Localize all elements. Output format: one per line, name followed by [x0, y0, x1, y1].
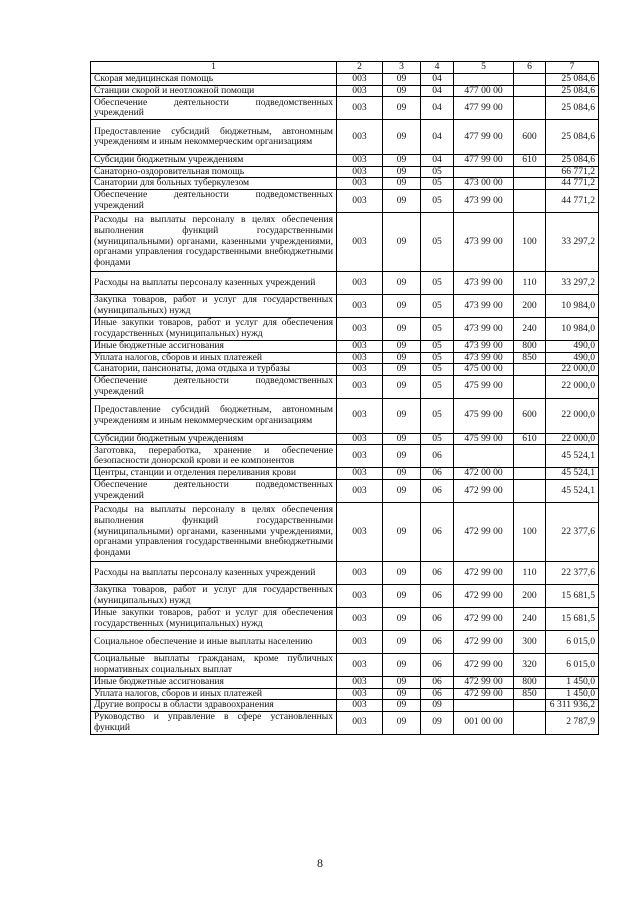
code-admin-cell: 003 — [337, 445, 383, 468]
row-name-cell: Руководство и управление в сфере установленных функций — [91, 711, 337, 734]
table-row — [91, 155, 599, 167]
amount-cell: 25 084,6 — [546, 120, 599, 155]
code-admin-cell: 003 — [337, 468, 383, 480]
code-subsection-cell: 06 — [421, 502, 454, 561]
amount-cell: 22 000,0 — [546, 433, 599, 445]
code-section-cell: 09 — [383, 155, 421, 167]
row-name-cell: Социальное обеспечение и иные выплаты населению — [91, 630, 337, 653]
table-row — [91, 468, 599, 480]
table-row — [91, 74, 599, 86]
table-row — [91, 607, 599, 630]
code-subsection-cell: 05 — [421, 352, 454, 364]
code-target-cell — [454, 700, 514, 712]
row-name-cell: Предоставление субсидий бюджетным, автономным учреждениям и иным некоммерческим организациям — [91, 120, 337, 155]
code-subsection-cell: 06 — [421, 584, 454, 607]
code-admin-cell: 003 — [337, 584, 383, 607]
code-admin-cell: 003 — [337, 653, 383, 676]
row-name-cell: Расходы на выплаты персоналу казенных учреждений — [91, 271, 337, 294]
code-admin-cell: 003 — [337, 189, 383, 212]
code-expense-type-cell — [514, 711, 546, 734]
code-target-cell: 472 99 00 — [454, 561, 514, 584]
amount-cell: 33 297,2 — [546, 271, 599, 294]
table-row — [91, 445, 599, 468]
header-cell: 1 — [91, 62, 337, 74]
table-row — [91, 375, 599, 398]
row-name-cell: Иные закупки товаров, работ и услуг для обеспечения государственных (муниципальных) нужд — [91, 607, 337, 630]
code-target-cell: 473 99 00 — [454, 352, 514, 364]
code-section-cell: 09 — [383, 711, 421, 734]
code-expense-type-cell — [514, 189, 546, 212]
row-name-cell: Субсидии бюджетным учреждениям — [91, 433, 337, 445]
code-expense-type-cell: 100 — [514, 502, 546, 561]
code-subsection-cell: 09 — [421, 700, 454, 712]
code-admin-cell: 003 — [337, 502, 383, 561]
table-row — [91, 364, 599, 376]
code-subsection-cell: 06 — [421, 445, 454, 468]
code-section-cell: 09 — [383, 502, 421, 561]
code-expense-type-cell: 600 — [514, 398, 546, 433]
code-expense-type-cell: 800 — [514, 340, 546, 352]
code-section-cell: 09 — [383, 166, 421, 178]
code-admin-cell: 003 — [337, 352, 383, 364]
amount-cell: 44 771,2 — [546, 189, 599, 212]
row-name-cell: Закупка товаров, работ и услуг для государственных (муниципальных) нужд — [91, 584, 337, 607]
amount-cell: 6 311 936,2 — [546, 700, 599, 712]
code-subsection-cell: 06 — [421, 676, 454, 688]
code-subsection-cell: 05 — [421, 271, 454, 294]
code-subsection-cell: 05 — [421, 178, 454, 190]
amount-cell: 45 524,1 — [546, 445, 599, 468]
header-cell: 2 — [337, 62, 383, 74]
code-section-cell: 09 — [383, 74, 421, 86]
table-row — [91, 85, 599, 97]
table-row — [91, 502, 599, 561]
code-target-cell: 477 99 00 — [454, 120, 514, 155]
amount-cell: 22 377,6 — [546, 502, 599, 561]
code-expense-type-cell — [514, 445, 546, 468]
table-row — [91, 676, 599, 688]
row-name-cell: Санатории, пансионаты, дома отдыха и турбазы — [91, 364, 337, 376]
amount-cell: 15 681,5 — [546, 584, 599, 607]
code-section-cell: 09 — [383, 212, 421, 271]
code-subsection-cell: 04 — [421, 155, 454, 167]
code-section-cell: 09 — [383, 584, 421, 607]
row-name-cell: Иные закупки товаров, работ и услуг для обеспечения государственных (муниципальных) нужд — [91, 317, 337, 340]
code-target-cell: 473 99 00 — [454, 294, 514, 317]
header-cell: 6 — [514, 62, 546, 74]
table-row — [91, 166, 599, 178]
amount-cell: 22 000,0 — [546, 398, 599, 433]
code-admin-cell: 003 — [337, 711, 383, 734]
table-row — [91, 584, 599, 607]
code-admin-cell: 003 — [337, 85, 383, 97]
code-expense-type-cell: 610 — [514, 155, 546, 167]
code-target-cell: 472 99 00 — [454, 676, 514, 688]
code-subsection-cell: 05 — [421, 340, 454, 352]
table-row — [91, 561, 599, 584]
code-subsection-cell: 05 — [421, 317, 454, 340]
amount-cell: 1 450,0 — [546, 676, 599, 688]
code-subsection-cell: 06 — [421, 688, 454, 700]
amount-cell: 15 681,5 — [546, 607, 599, 630]
code-target-cell: 475 00 00 — [454, 364, 514, 376]
amount-cell: 25 084,6 — [546, 97, 599, 120]
header-cell: 3 — [383, 62, 421, 74]
code-expense-type-cell — [514, 468, 546, 480]
code-section-cell: 09 — [383, 398, 421, 433]
code-subsection-cell: 05 — [421, 398, 454, 433]
code-target-cell — [454, 445, 514, 468]
amount-cell: 2 787,9 — [546, 711, 599, 734]
code-section-cell: 09 — [383, 445, 421, 468]
table-row — [91, 178, 599, 190]
code-target-cell: 473 99 00 — [454, 189, 514, 212]
code-section-cell: 09 — [383, 688, 421, 700]
code-target-cell — [454, 166, 514, 178]
code-expense-type-cell: 600 — [514, 120, 546, 155]
code-subsection-cell: 05 — [421, 212, 454, 271]
page-number: 8 — [317, 856, 323, 870]
row-name-cell: Уплата налогов, сборов и иных платежей — [91, 688, 337, 700]
row-name-cell: Обеспечение деятельности подведомственных учреждений — [91, 189, 337, 212]
code-expense-type-cell — [514, 700, 546, 712]
code-admin-cell: 003 — [337, 271, 383, 294]
code-admin-cell: 003 — [337, 178, 383, 190]
table-row — [91, 700, 599, 712]
code-section-cell: 09 — [383, 294, 421, 317]
row-name-cell: Расходы на выплаты персоналу в целях обеспечения выполнения функций государственными (муниципальными) органами, казенными учреждениями, органами управления государственными внебюджетными фондами — [91, 212, 337, 271]
code-section-cell: 09 — [383, 189, 421, 212]
code-expense-type-cell — [514, 178, 546, 190]
amount-cell: 6 015,0 — [546, 630, 599, 653]
code-subsection-cell: 05 — [421, 375, 454, 398]
row-name-cell: Закупка товаров, работ и услуг для государственных (муниципальных) нужд — [91, 294, 337, 317]
code-section-cell: 09 — [383, 630, 421, 653]
code-expense-type-cell: 240 — [514, 607, 546, 630]
code-expense-type-cell: 320 — [514, 653, 546, 676]
code-admin-cell: 003 — [337, 700, 383, 712]
code-admin-cell: 003 — [337, 166, 383, 178]
amount-cell: 25 084,6 — [546, 85, 599, 97]
code-target-cell: 475 99 00 — [454, 433, 514, 445]
code-expense-type-cell: 110 — [514, 561, 546, 584]
code-expense-type-cell: 110 — [514, 271, 546, 294]
code-target-cell: 473 99 00 — [454, 271, 514, 294]
code-target-cell: 472 99 00 — [454, 479, 514, 502]
code-expense-type-cell: 850 — [514, 688, 546, 700]
code-expense-type-cell: 300 — [514, 630, 546, 653]
code-subsection-cell: 06 — [421, 607, 454, 630]
code-admin-cell: 003 — [337, 155, 383, 167]
code-admin-cell: 003 — [337, 479, 383, 502]
amount-cell: 1 450,0 — [546, 688, 599, 700]
row-name-cell: Иные бюджетные ассигнования — [91, 676, 337, 688]
code-section-cell: 09 — [383, 468, 421, 480]
code-section-cell: 09 — [383, 340, 421, 352]
code-target-cell: 472 99 00 — [454, 630, 514, 653]
code-admin-cell: 003 — [337, 398, 383, 433]
code-subsection-cell: 06 — [421, 630, 454, 653]
code-subsection-cell: 04 — [421, 74, 454, 86]
table-row — [91, 479, 599, 502]
table-row — [91, 271, 599, 294]
code-target-cell: 472 99 00 — [454, 584, 514, 607]
code-target-cell — [454, 74, 514, 86]
code-admin-cell: 003 — [337, 120, 383, 155]
code-admin-cell: 003 — [337, 561, 383, 584]
amount-cell: 6 015,0 — [546, 653, 599, 676]
code-section-cell: 09 — [383, 120, 421, 155]
table-row — [91, 653, 599, 676]
amount-cell: 490,0 — [546, 340, 599, 352]
amount-cell: 10 984,0 — [546, 317, 599, 340]
table-row — [91, 294, 599, 317]
code-expense-type-cell: 610 — [514, 433, 546, 445]
code-admin-cell: 003 — [337, 688, 383, 700]
row-name-cell: Санатории для больных туберкулезом — [91, 178, 337, 190]
code-admin-cell: 003 — [337, 364, 383, 376]
amount-cell: 33 297,2 — [546, 212, 599, 271]
row-name-cell: Социальные выплаты гражданам, кроме публичных нормативных социальных выплат — [91, 653, 337, 676]
code-target-cell: 472 99 00 — [454, 653, 514, 676]
row-name-cell: Санаторно-оздоровительная помощь — [91, 166, 337, 178]
amount-cell: 22 000,0 — [546, 364, 599, 376]
table-row — [91, 352, 599, 364]
code-subsection-cell: 05 — [421, 364, 454, 376]
row-name-cell: Центры, станции и отделения переливания крови — [91, 468, 337, 480]
code-section-cell: 09 — [383, 700, 421, 712]
code-admin-cell: 003 — [337, 97, 383, 120]
table-row — [91, 398, 599, 433]
code-expense-type-cell — [514, 166, 546, 178]
code-target-cell: 472 99 00 — [454, 688, 514, 700]
row-name-cell: Расходы на выплаты персоналу в целях обеспечения выполнения функций государственными (муниципальными) органами, казенными учреждениями, органами управления государственными внебюджетными фондами — [91, 502, 337, 561]
row-name-cell: Субсидии бюджетным учреждениям — [91, 155, 337, 167]
table-row — [91, 711, 599, 734]
amount-cell: 22 377,6 — [546, 561, 599, 584]
row-name-cell: Расходы на выплаты персоналу казенных учреждений — [91, 561, 337, 584]
code-subsection-cell: 06 — [421, 653, 454, 676]
code-section-cell: 09 — [383, 364, 421, 376]
header-row — [91, 62, 599, 74]
code-section-cell: 09 — [383, 433, 421, 445]
code-expense-type-cell — [514, 74, 546, 86]
code-section-cell: 09 — [383, 479, 421, 502]
code-target-cell: 473 00 00 — [454, 178, 514, 190]
code-target-cell: 473 99 00 — [454, 212, 514, 271]
code-section-cell: 09 — [383, 561, 421, 584]
amount-cell: 66 771,2 — [546, 166, 599, 178]
row-name-cell: Иные бюджетные ассигнования — [91, 340, 337, 352]
table-row — [91, 97, 599, 120]
code-expense-type-cell — [514, 364, 546, 376]
code-target-cell: 472 00 00 — [454, 468, 514, 480]
code-section-cell: 09 — [383, 178, 421, 190]
row-name-cell: Уплата налогов, сборов и иных платежей — [91, 352, 337, 364]
code-section-cell: 09 — [383, 97, 421, 120]
code-admin-cell: 003 — [337, 433, 383, 445]
code-admin-cell: 003 — [337, 74, 383, 86]
row-name-cell: Обеспечение деятельности подведомственных учреждений — [91, 97, 337, 120]
row-name-cell: Предоставление субсидий бюджетным, автономным учреждениям и иным некоммерческим организациям — [91, 398, 337, 433]
code-target-cell: 473 99 00 — [454, 340, 514, 352]
code-admin-cell: 003 — [337, 375, 383, 398]
code-expense-type-cell: 100 — [514, 212, 546, 271]
code-expense-type-cell: 240 — [514, 317, 546, 340]
code-expense-type-cell: 850 — [514, 352, 546, 364]
code-admin-cell: 003 — [337, 630, 383, 653]
code-subsection-cell: 06 — [421, 468, 454, 480]
code-target-cell: 477 99 00 — [454, 155, 514, 167]
code-expense-type-cell: 200 — [514, 294, 546, 317]
code-section-cell: 09 — [383, 352, 421, 364]
code-target-cell: 001 00 00 — [454, 711, 514, 734]
code-subsection-cell: 09 — [421, 711, 454, 734]
code-subsection-cell: 05 — [421, 433, 454, 445]
code-target-cell: 477 99 00 — [454, 97, 514, 120]
code-section-cell: 09 — [383, 676, 421, 688]
table-row — [91, 189, 599, 212]
code-target-cell: 475 99 00 — [454, 375, 514, 398]
code-section-cell: 09 — [383, 271, 421, 294]
code-expense-type-cell — [514, 97, 546, 120]
code-subsection-cell: 05 — [421, 294, 454, 317]
code-target-cell: 472 99 00 — [454, 502, 514, 561]
code-expense-type-cell: 800 — [514, 676, 546, 688]
code-expense-type-cell — [514, 479, 546, 502]
amount-cell: 22 000,0 — [546, 375, 599, 398]
table-row — [91, 433, 599, 445]
row-name-cell: Обеспечение деятельности подведомственных учреждений — [91, 479, 337, 502]
code-section-cell: 09 — [383, 85, 421, 97]
amount-cell: 44 771,2 — [546, 178, 599, 190]
amount-cell: 10 984,0 — [546, 294, 599, 317]
code-subsection-cell: 05 — [421, 166, 454, 178]
amount-cell: 45 524,1 — [546, 468, 599, 480]
table-row — [91, 212, 599, 271]
code-admin-cell: 003 — [337, 676, 383, 688]
table-row — [91, 688, 599, 700]
code-subsection-cell: 04 — [421, 97, 454, 120]
code-target-cell: 475 99 00 — [454, 398, 514, 433]
row-name-cell: Станции скорой и неотложной помощи — [91, 85, 337, 97]
budget-table — [90, 61, 599, 735]
amount-cell: 25 084,6 — [546, 74, 599, 86]
code-admin-cell: 003 — [337, 212, 383, 271]
table-row — [91, 120, 599, 155]
code-expense-type-cell: 200 — [514, 584, 546, 607]
table-row — [91, 340, 599, 352]
code-subsection-cell: 04 — [421, 120, 454, 155]
code-admin-cell: 003 — [337, 340, 383, 352]
code-target-cell: 472 99 00 — [454, 607, 514, 630]
header-cell: 4 — [421, 62, 454, 74]
code-subsection-cell: 06 — [421, 561, 454, 584]
amount-cell: 490,0 — [546, 352, 599, 364]
table-row — [91, 630, 599, 653]
header-cell: 7 — [546, 62, 599, 74]
amount-cell: 45 524,1 — [546, 479, 599, 502]
table-row — [91, 317, 599, 340]
row-name-cell: Обеспечение деятельности подведомственных учреждений — [91, 375, 337, 398]
amount-cell: 25 084,6 — [546, 155, 599, 167]
code-section-cell: 09 — [383, 375, 421, 398]
code-section-cell: 09 — [383, 317, 421, 340]
row-name-cell: Заготовка, переработка, хранение и обеспечение безопасности донорской крови и ее компонентов — [91, 445, 337, 468]
row-name-cell: Другие вопросы в области здравоохранения — [91, 700, 337, 712]
code-admin-cell: 003 — [337, 294, 383, 317]
code-expense-type-cell — [514, 375, 546, 398]
code-section-cell: 09 — [383, 607, 421, 630]
code-target-cell: 477 00 00 — [454, 85, 514, 97]
code-subsection-cell: 06 — [421, 479, 454, 502]
code-target-cell: 473 99 00 — [454, 317, 514, 340]
code-admin-cell: 003 — [337, 607, 383, 630]
code-admin-cell: 003 — [337, 317, 383, 340]
row-name-cell: Скорая медицинская помощь — [91, 74, 337, 86]
table-body — [91, 62, 599, 735]
code-subsection-cell: 05 — [421, 189, 454, 212]
code-subsection-cell: 04 — [421, 85, 454, 97]
code-expense-type-cell — [514, 85, 546, 97]
code-section-cell: 09 — [383, 653, 421, 676]
header-cell: 5 — [454, 62, 514, 74]
